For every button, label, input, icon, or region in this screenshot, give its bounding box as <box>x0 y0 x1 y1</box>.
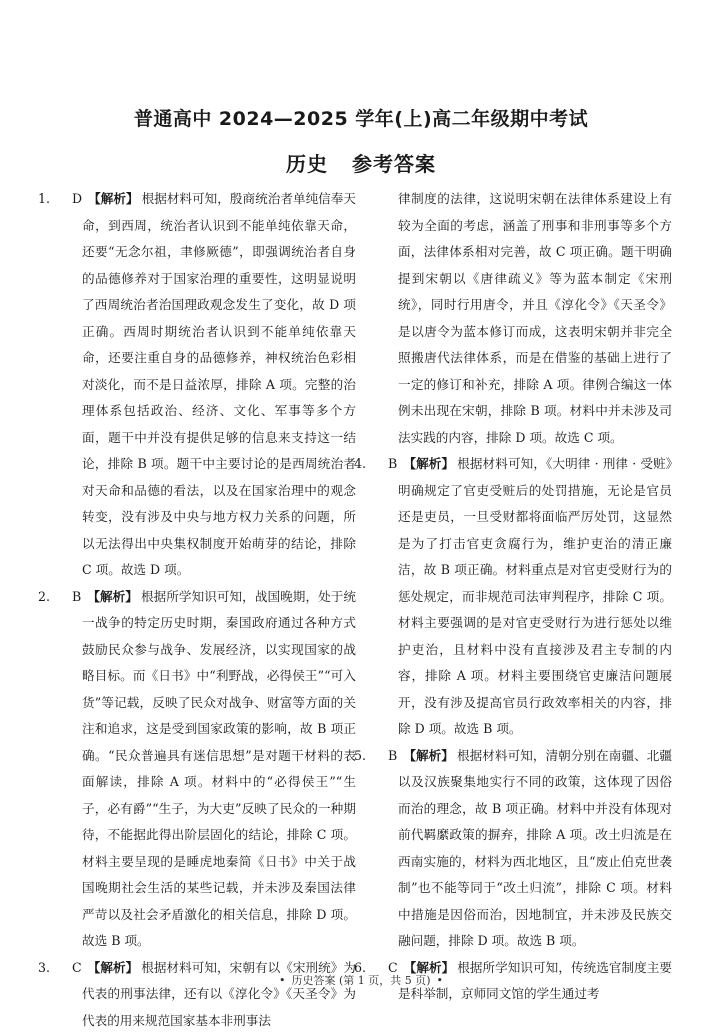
analysis-tag: 【解析】 <box>404 960 455 975</box>
answer-choice: C <box>72 960 82 975</box>
answer-number: 4. <box>376 451 388 478</box>
answer-text: 根据所学知识可知，传统选官制度主要是科举制，京师同文馆的学生通过考 <box>398 960 672 1002</box>
answer-number: 5. <box>376 743 388 770</box>
answer-text: 根据材料可知，殷商统治者单纯信奉天命，到西周，统治者认识到不能单纯依靠天命，还要“无念尔祖，聿修厥德”，即强调统治者自身的品德修养对于国家治理的重要性，这明显说明了西周统治者治国理政观念发生了变化，故 D 项正确。西周时期统治者认识到不能单纯依靠天命，还要注重自身的品德修养，神权统治色彩相对淡化，而不是日益浓厚，排除 A 项。完整的治理体系包括政治、经济、文化、军事等多个方面，题干中并没有提供足够的信息来支持这一结论，排除 B 项。题干中主要讨论的是西周统治者对天命和品德的看法，以及在国家治理中的观念转变，没有涉及中央与地方权力关系的问题，所以无法得出中央集权制度开始萌芽的结论，排除 C 项。故选 D 项。 <box>82 191 356 577</box>
analysis-tag: 【解析】 <box>88 191 138 206</box>
answer-number: 6. <box>376 955 388 982</box>
answer-choice: B <box>388 456 397 471</box>
answer-choice: C <box>388 960 398 975</box>
page-footer: • 历史答案 (第 1 页，共 5 页) • <box>0 972 722 988</box>
answer-text: 根据材料可知，清朝分别在南疆、北疆以及汉族聚集地实行不同的政策，这体现了因俗而治的理念，故 B 项正确。材料中并没有体现对前代羁縻政策的摒弃，排除 A 项。改土归流是在西南实施的，材料为西北地区，且“废止伯克世袭制”也不能等同于“改土归流”，排除 C 项。材料中措施是因俗而治，因地制宜，并未涉及民族交融问题，排除 D 项。故选 B 项。 <box>398 748 672 949</box>
doc-type-label: 参考答案 <box>352 152 436 176</box>
answer-text: 根据所学知识可知，战国晚期，处于统一战争的特定历史时期，秦国政府通过各种方式鼓励民众参与战争、发展经济，以实现国家的战略目标。而《日书》中“利野战，必得侯王”“可入货”等记载，反映了民众对战争、财富等方面的关注和追求，这是受到国家政策的影响，故 B 项正确。“民众普遍具有迷信思想”是对题干材料的表面解读，排除 A 项。材料中的“必得侯王”“生子，必有爵”“生子，为大吏”反映了民众的一种期待，不能据此得出阶层固化的结论，排除 C 项。材料主要呈现的是睡虎地秦简《日书》中关于战国晚期社会生活的某些记载，并未涉及秦国法律严苛以及社会矛盾激化的相关信息，排除 D 项。故选 B 项。 <box>82 589 356 949</box>
answer-number: 3. <box>60 955 72 982</box>
answer-choice: D <box>72 191 82 206</box>
answer-number: 2. <box>60 584 72 611</box>
answer-item <box>376 743 672 955</box>
footer-subject: 历史答案 <box>291 974 335 987</box>
answer-number: 1. <box>60 186 72 213</box>
answer-item <box>376 451 672 743</box>
right-column <box>376 186 672 1008</box>
answer-item <box>60 584 356 955</box>
analysis-tag: 【解析】 <box>87 589 138 604</box>
page-subtitle <box>0 148 722 177</box>
answer-item <box>376 186 672 451</box>
answer-item <box>60 955 356 1034</box>
analysis-tag: 【解析】 <box>88 960 139 975</box>
answer-item <box>60 186 356 584</box>
footer-page-number: (第 1 页，共 5 页) <box>339 974 431 987</box>
analysis-tag: 【解析】 <box>403 748 454 763</box>
answer-continuation-text: 律制度的法律，这说明宋朝在法律体系建设上有较为全面的考虑，涵盖了刑事和非刑事等多个方面，法律体系相对完善，故 C 项正确。题干明确提到宋朝以《唐律疏义》等为蓝本制定《宋刑统》，同时行用唐令，并且《淳化令》《天圣令》是以唐令为蓝本修订而成，这表明宋朝并非完全照搬唐代法律体系，而是在借鉴的基础上进行了一定的修订和补充，排除 A 项。律例合编这一体例未出现在宋朝，排除 B 项。材料中并未涉及司法实践的内容，排除 D 项。故选 C 项。 <box>398 191 672 445</box>
answer-text: 根据材料可知，《大明律 · 刑律 · 受赃》明确规定了官吏受赃后的处罚措施，无论是官员还是吏员，一旦受财都将面临严厉处罚，这显然是为了打击官吏贪腐行为，维护吏治的清正廉洁，故 B 项正确。材料重点是对官吏受财行为的惩处规定，而非规范司法审判程序，排除 C 项。材料主要强调的是对官吏受财行为进行惩处以维护吏治，且材料中没有直接涉及君主专制的内容，排除 A 项。材料主要围绕官吏廉洁问题展开，没有涉及提高官员行政效率相关的内容，排除 D 项。故选 B 项。 <box>398 456 672 736</box>
subject-label: 历史 <box>286 152 328 176</box>
page-title: 普通高中 2024—2025 学年(上)高二年级期中考试 <box>0 104 722 131</box>
answer-choice: B <box>388 748 397 763</box>
analysis-tag: 【解析】 <box>403 456 454 471</box>
answer-text: 根据材料可知，宋朝有以《宋刑统》为代表的刑事法律，还有以《淳化令》《天圣令》为代表的用来规范国家基本非刑事法 <box>82 960 356 1028</box>
answer-choice: B <box>72 589 81 604</box>
left-column <box>60 186 356 1034</box>
